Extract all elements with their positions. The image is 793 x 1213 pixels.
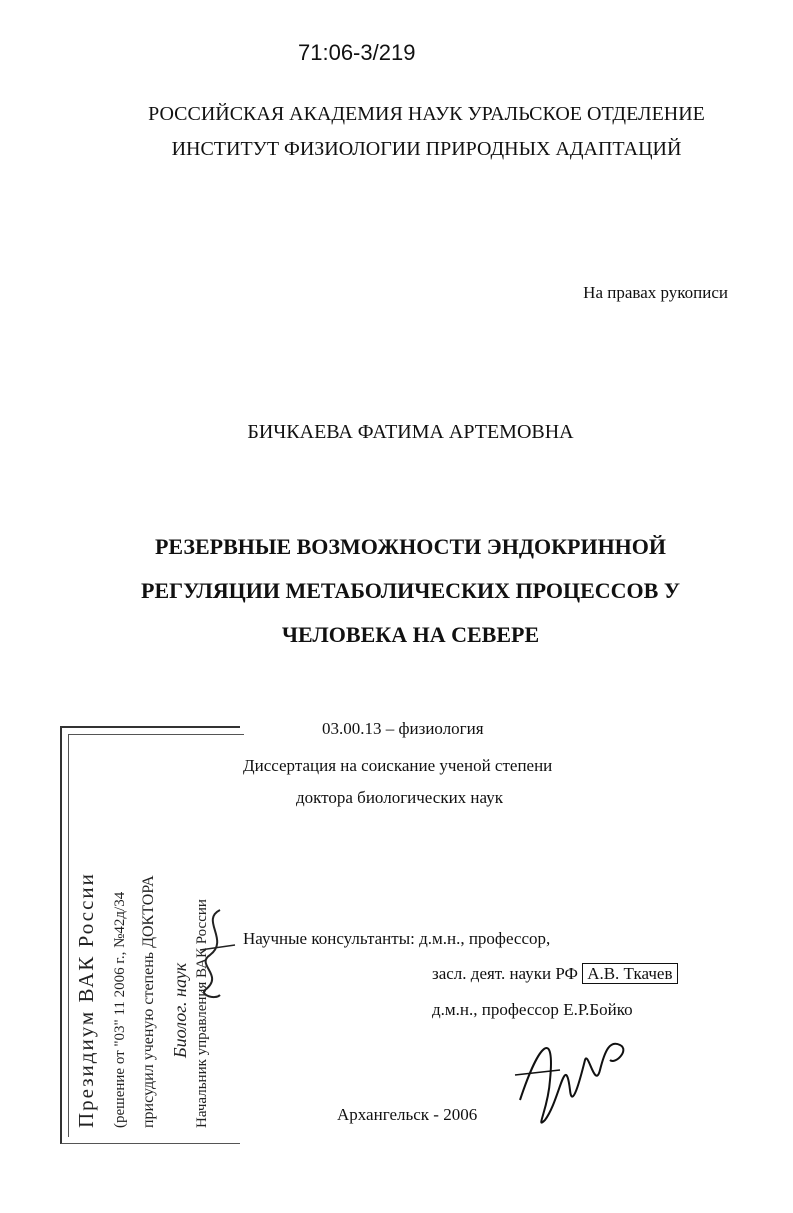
dissertation-degree-line-2: доктора биологических наук [296,788,503,807]
stamp-line-3: присудил ученую степень ДОКТОРА [140,875,157,1128]
rights-note: На правах рукописи [583,283,728,302]
dissertation-degree-line-1: Диссертация на соискание ученой степени [243,756,553,775]
title-line-2: РЕГУЛЯЦИИ МЕТАБОЛИЧЕСКИХ ПРОЦЕССОВ У [141,578,680,603]
stamp-line-1: Президиум ВАК России [74,872,98,1128]
consultant-second-name: Е.Р.Бойко [563,1000,633,1019]
author-signature [510,1020,640,1140]
consultant-first-title: засл. деят. науки РФ [432,964,578,983]
author-name: БИЧКАЕВА ФАТИМА АРТЕМОВНА [247,421,574,443]
consultant-second [432,1000,633,1020]
place-year: Архангельск - 2006 [337,1105,478,1124]
stamp-line-4: Биолог. наук [170,962,190,1058]
title-line-1: РЕЗЕРВНЫЕ ВОЗМОЖНОСТИ ЭНДОКРИННОЙ [154,534,667,559]
specialty-code: 03.00.13 – физиология [322,719,484,738]
consultant-first [432,964,678,984]
stamp-line-2: (решение от "03" 11 2006 г., №42д/34 [112,891,128,1128]
catalog-number: 71:06-3/219 [298,40,416,65]
organization-line-1: РОССИЙСКАЯ АКАДЕМИЯ НАУК УРАЛЬСКОЕ ОТДЕЛЕНИЕ [148,103,705,125]
consultant-second-title: д.м.н., профессор [432,1000,559,1019]
stamp-signature [180,900,250,1010]
title-line-3: ЧЕЛОВЕКА НА СЕВЕРЕ [281,622,540,647]
stamp-line-5: Начальник управления ВАК России [194,899,210,1128]
consultant-first-name: А.В. Ткачев [582,963,677,984]
consultants-label: Научные консультанты: д.м.н., профессор, [243,929,551,948]
dissertation-title [14,525,793,657]
organization-line-2: ИНСТИТУТ ФИЗИОЛОГИИ ПРИРОДНЫХ АДАПТАЦИЙ [171,138,682,160]
